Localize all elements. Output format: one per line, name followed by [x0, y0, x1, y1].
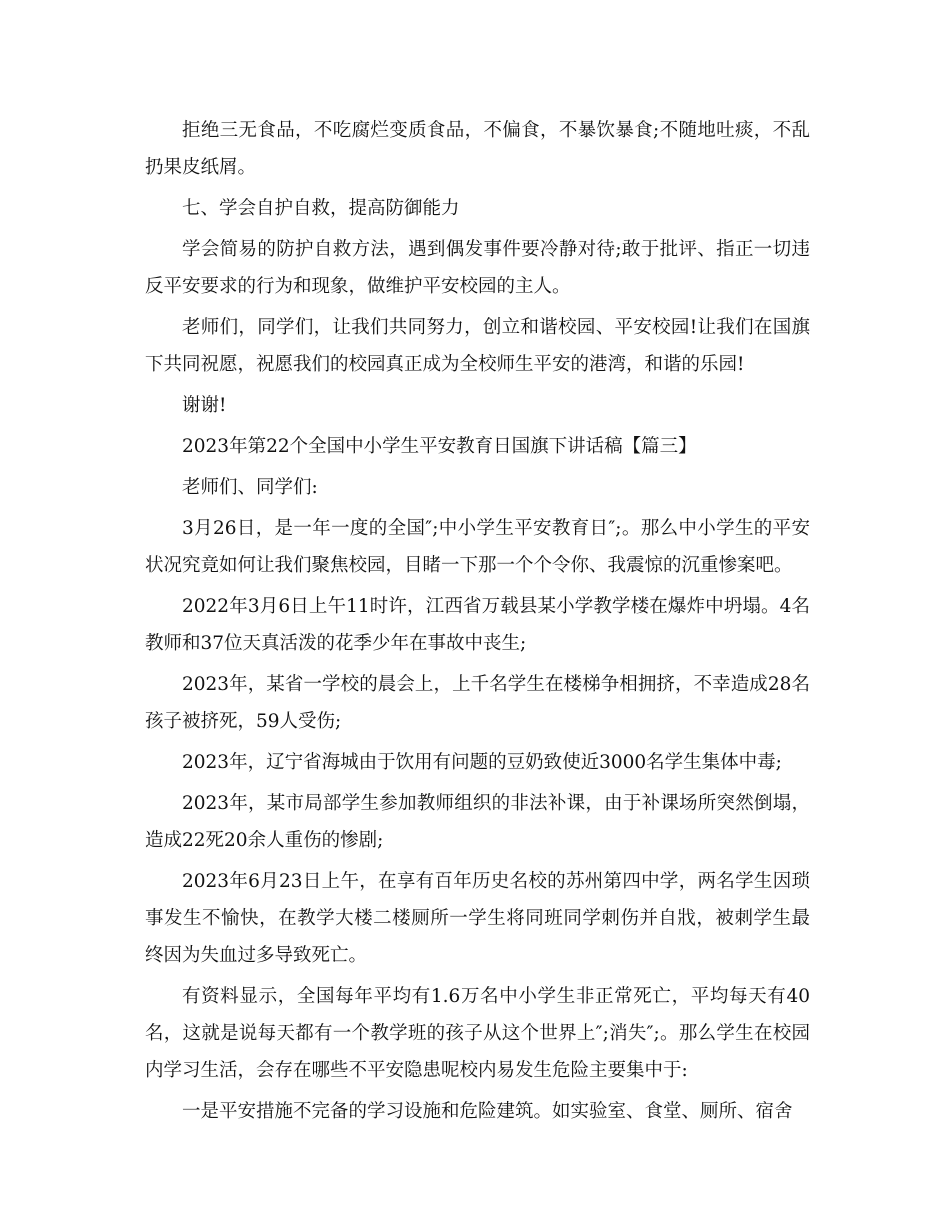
- paragraph-closing-call: 老师们，同学们，让我们共同努力，创立和谐校园、平安校园!让我们在国旗下共同祝愿，祝愿我们的校园真正成为全校师生平安的港湾，和谐的乐园!: [145, 317, 810, 375]
- paragraph-protection-methods: 学会简易的防护自救方法，遇到偶发事件要冷静对待;敢于批评、指正一切违反平安要求的行为和现象，做维护平安校园的主人。: [145, 239, 810, 297]
- paragraph-case-suzhou: 2023年6月23日上午，在享有百年历史名校的苏州第四中学，两名学生因琐事发生不愉快，在教学大楼二楼厕所一学生将同班同学刺伤并自戕，被刺学生最终因为失血过多导致死亡。: [145, 871, 810, 966]
- paragraph-thanks: 谢谢!: [182, 395, 227, 416]
- section-title-part-three: 2023年第22个全国中小学生平安教育日国旗下讲话稿【篇三】: [182, 436, 697, 457]
- paragraph-case-jiangxi: 2022年3月6日上午11时许，江西省万载县某小学教学楼在爆炸中坍塌。4名教师和37位天真活泼的花季少年在事故中丧生;: [145, 596, 810, 654]
- paragraph-hazard-one: 一是平安措施不完备的学习设施和危险建筑。如实验室、食堂、厕所、宿舍: [182, 1101, 793, 1122]
- document-page: [145, 112, 810, 1134]
- heading-self-protection: 七、学会自护自救，提高防御能力: [182, 198, 460, 219]
- paragraph-safety-day-intro: 3月26日，是一年一度的全国″;中小学生平安教育日″;。那么中小学生的平安状况究竟如何让我们聚焦校园，目睹一下那一个个令你、我震惊的沉重惨案吧。: [145, 518, 810, 576]
- paragraph-case-haicheng: 2023年，辽宁省海城由于饮用有问题的豆奶致使近3000名学生集体中毒;: [182, 752, 782, 773]
- paragraph-food-safety: 拒绝三无食品，不吃腐烂变质食品，不偏食，不暴饮暴食;不随地吐痰，不乱扔果皮纸屑。: [145, 120, 810, 178]
- paragraph-case-stampede: 2023年，某省一学校的晨会上，上千名学生在楼梯争相拥挤，不幸造成28名孩子被挤死，59人受伤;: [145, 674, 810, 732]
- paragraph-greeting: 老师们、同学们:: [182, 477, 318, 498]
- paragraph-case-collapse: 2023年，某市局部学生参加教师组织的非法补课，由于补课场所突然倒塌，造成22死20余人重伤的惨剧;: [145, 793, 810, 851]
- paragraph-statistics: 有资料显示，全国每年平均有1.6万名中小学生非正常死亡，平均每天有40名，这就是说每天都有一个教学班的孩子从这个世界上″;消失″;。那么学生在校园内学习生活，会存在哪些不平安隐患呢校内易发生危险主要集中于:: [145, 986, 810, 1081]
